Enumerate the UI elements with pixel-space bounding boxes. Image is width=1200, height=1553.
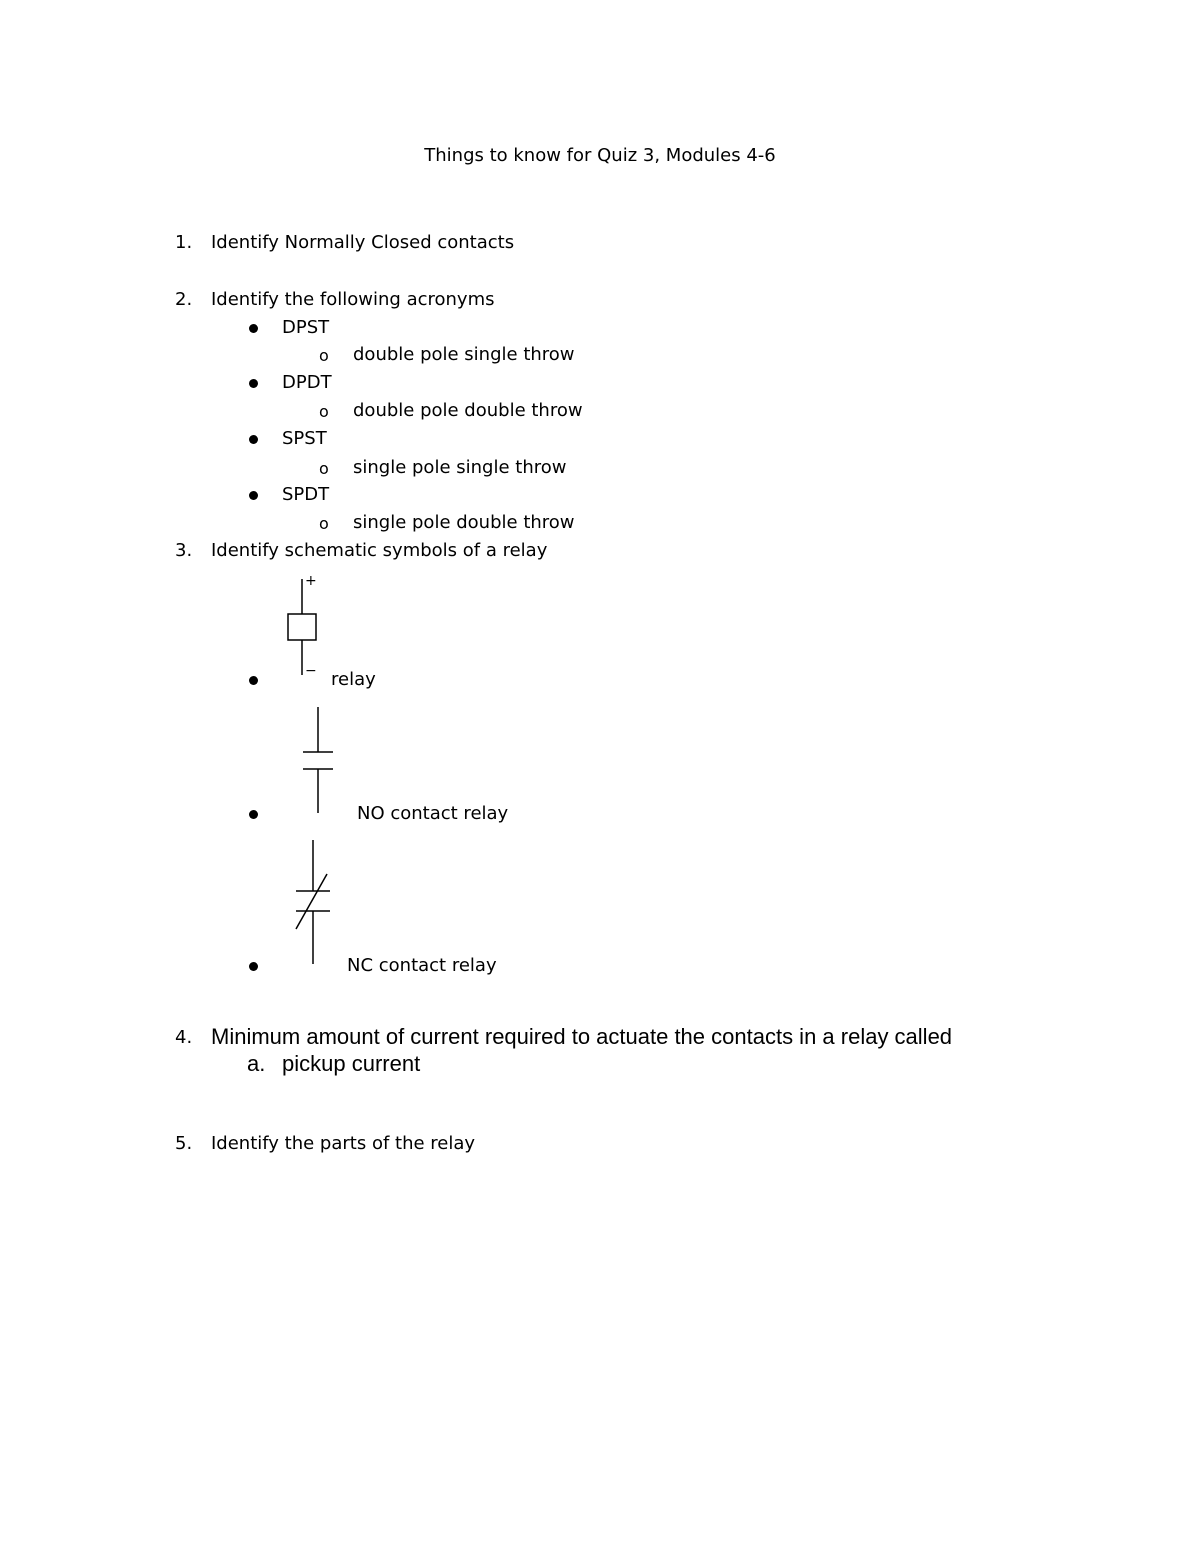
relay-label: relay xyxy=(331,669,376,690)
bullet-icon xyxy=(249,491,258,500)
coil-plus-label: + xyxy=(305,573,317,589)
no-contact-icon xyxy=(302,705,342,815)
relay-coil-icon xyxy=(282,575,322,675)
sub-marker: o xyxy=(319,402,329,421)
q4-answer: pickup current xyxy=(282,1051,421,1076)
nc-contact-icon xyxy=(290,838,340,968)
acronym-term: DPDT xyxy=(282,372,332,393)
page-title: Things to know for Quiz 3, Modules 4-6 xyxy=(424,145,776,166)
sub-marker: o xyxy=(319,514,329,533)
bullet-icon xyxy=(249,379,258,388)
q1-text: Identify Normally Closed contacts xyxy=(211,232,515,253)
q2-number: 2. xyxy=(175,289,193,310)
bullet-icon xyxy=(249,676,258,685)
sub-marker: o xyxy=(319,459,329,478)
coil-minus-label: − xyxy=(305,663,317,679)
acronym-meaning: single pole single throw xyxy=(353,457,567,478)
q3-number: 3. xyxy=(175,540,193,561)
bullet-icon xyxy=(249,324,258,333)
acronym-term: SPST xyxy=(282,428,327,449)
acronym-meaning: single pole double throw xyxy=(353,512,575,533)
acronym-meaning: double pole double throw xyxy=(353,400,583,421)
q2-text: Identify the following acronyms xyxy=(211,289,495,310)
acronym-meaning: double pole single throw xyxy=(353,344,575,365)
bullet-icon xyxy=(249,435,258,444)
acronym-term: DPST xyxy=(282,317,330,338)
q4-text: Minimum amount of current required to actuate the contacts in a relay called xyxy=(211,1024,953,1049)
nc-contact-label: NC contact relay xyxy=(347,955,497,976)
q5-text: Identify the parts of the relay xyxy=(211,1133,476,1154)
q1-number: 1. xyxy=(175,232,193,253)
q3-text: Identify schematic symbols of a relay xyxy=(211,540,548,561)
q4-number: 4. xyxy=(175,1027,193,1048)
no-contact-label: NO contact relay xyxy=(357,803,509,824)
q4-answer-marker: a. xyxy=(247,1051,266,1076)
sub-marker: o xyxy=(319,346,329,365)
bullet-icon xyxy=(249,962,258,971)
q5-number: 5. xyxy=(175,1133,193,1154)
acronym-term: SPDT xyxy=(282,484,330,505)
bullet-icon xyxy=(249,810,258,819)
